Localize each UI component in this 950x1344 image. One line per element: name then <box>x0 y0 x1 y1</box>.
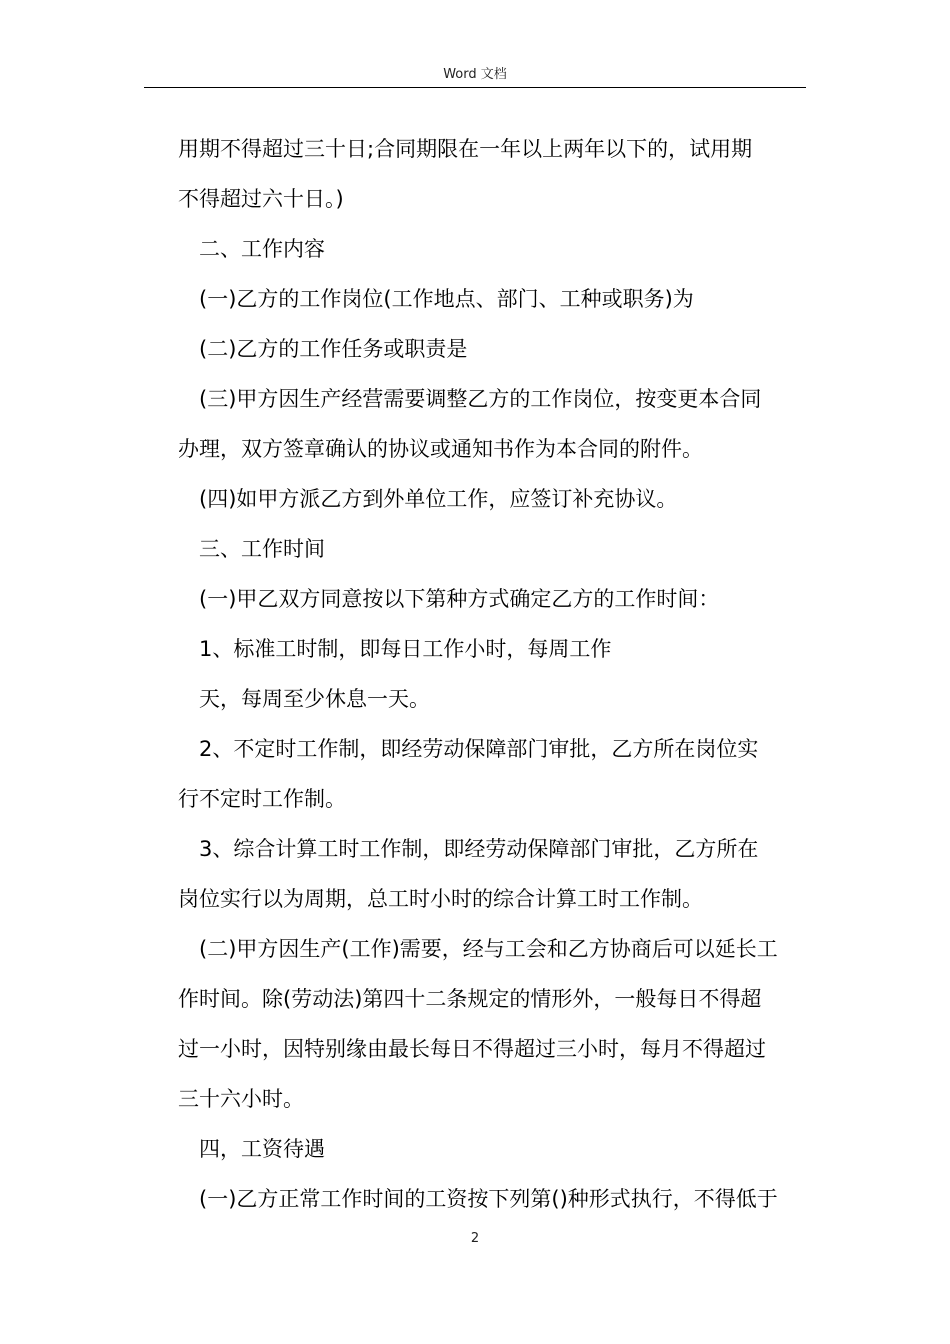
text-line: 二、工作内容 <box>199 237 325 261</box>
header-rule <box>144 87 806 88</box>
text-line: 三、工作时间 <box>199 537 325 561</box>
text-line: (三)甲方因生产经营需要调整乙方的工作岗位，按变更本合同 <box>199 387 762 411</box>
text-line: 天，每周至少休息一天。 <box>199 687 430 711</box>
text-line: 不得超过六十日。) <box>178 187 344 211</box>
text-line: 四，工资待遇 <box>199 1137 325 1161</box>
text-line: (一)乙方正常工作时间的工资按下列第()种形式执行，不得低于 <box>199 1187 778 1211</box>
text-line: 1、标准工时制，即每日工作小时，每周工作 <box>199 637 612 661</box>
page-header: Word 文档 <box>443 67 507 82</box>
text-line: 岗位实行以为周期，总工时小时的综合计算工时工作制。 <box>178 887 703 911</box>
text-line: 过一小时，因特别缘由最长每日不得超过三小时，每月不得超过 <box>178 1037 766 1061</box>
text-line: (一)甲乙双方同意按以下第种方式确定乙方的工作时间： <box>199 587 720 611</box>
text-line: 用期不得超过三十日;合同期限在一年以上两年以下的，试用期 <box>178 137 753 161</box>
text-line: 三十六小时。 <box>178 1087 304 1111</box>
text-line: 作时间。除(劳动法)第四十二条规定的情形外，一般每日不得超 <box>178 987 762 1011</box>
text-line: 3、综合计算工时工作制，即经劳动保障部门审批，乙方所在 <box>199 837 759 861</box>
text-line: (一)乙方的工作岗位(工作地点、部门、工种或职务)为 <box>199 287 694 311</box>
text-line: (二)乙方的工作任务或职责是 <box>199 337 468 361</box>
text-line: (四)如甲方派乙方到外单位工作，应签订补充协议。 <box>199 487 678 511</box>
document-body <box>178 124 818 1224</box>
page-number: 2 <box>470 1231 480 1246</box>
text-line: (二)甲方因生产(工作)需要，经与工会和乙方协商后可以延长工 <box>199 937 778 961</box>
text-line: 行不定时工作制。 <box>178 787 346 811</box>
text-line: 2、不定时工作制，即经劳动保障部门审批，乙方所在岗位实 <box>199 737 759 761</box>
text-line: 办理，双方签章确认的协议或通知书作为本合同的附件。 <box>178 437 703 461</box>
